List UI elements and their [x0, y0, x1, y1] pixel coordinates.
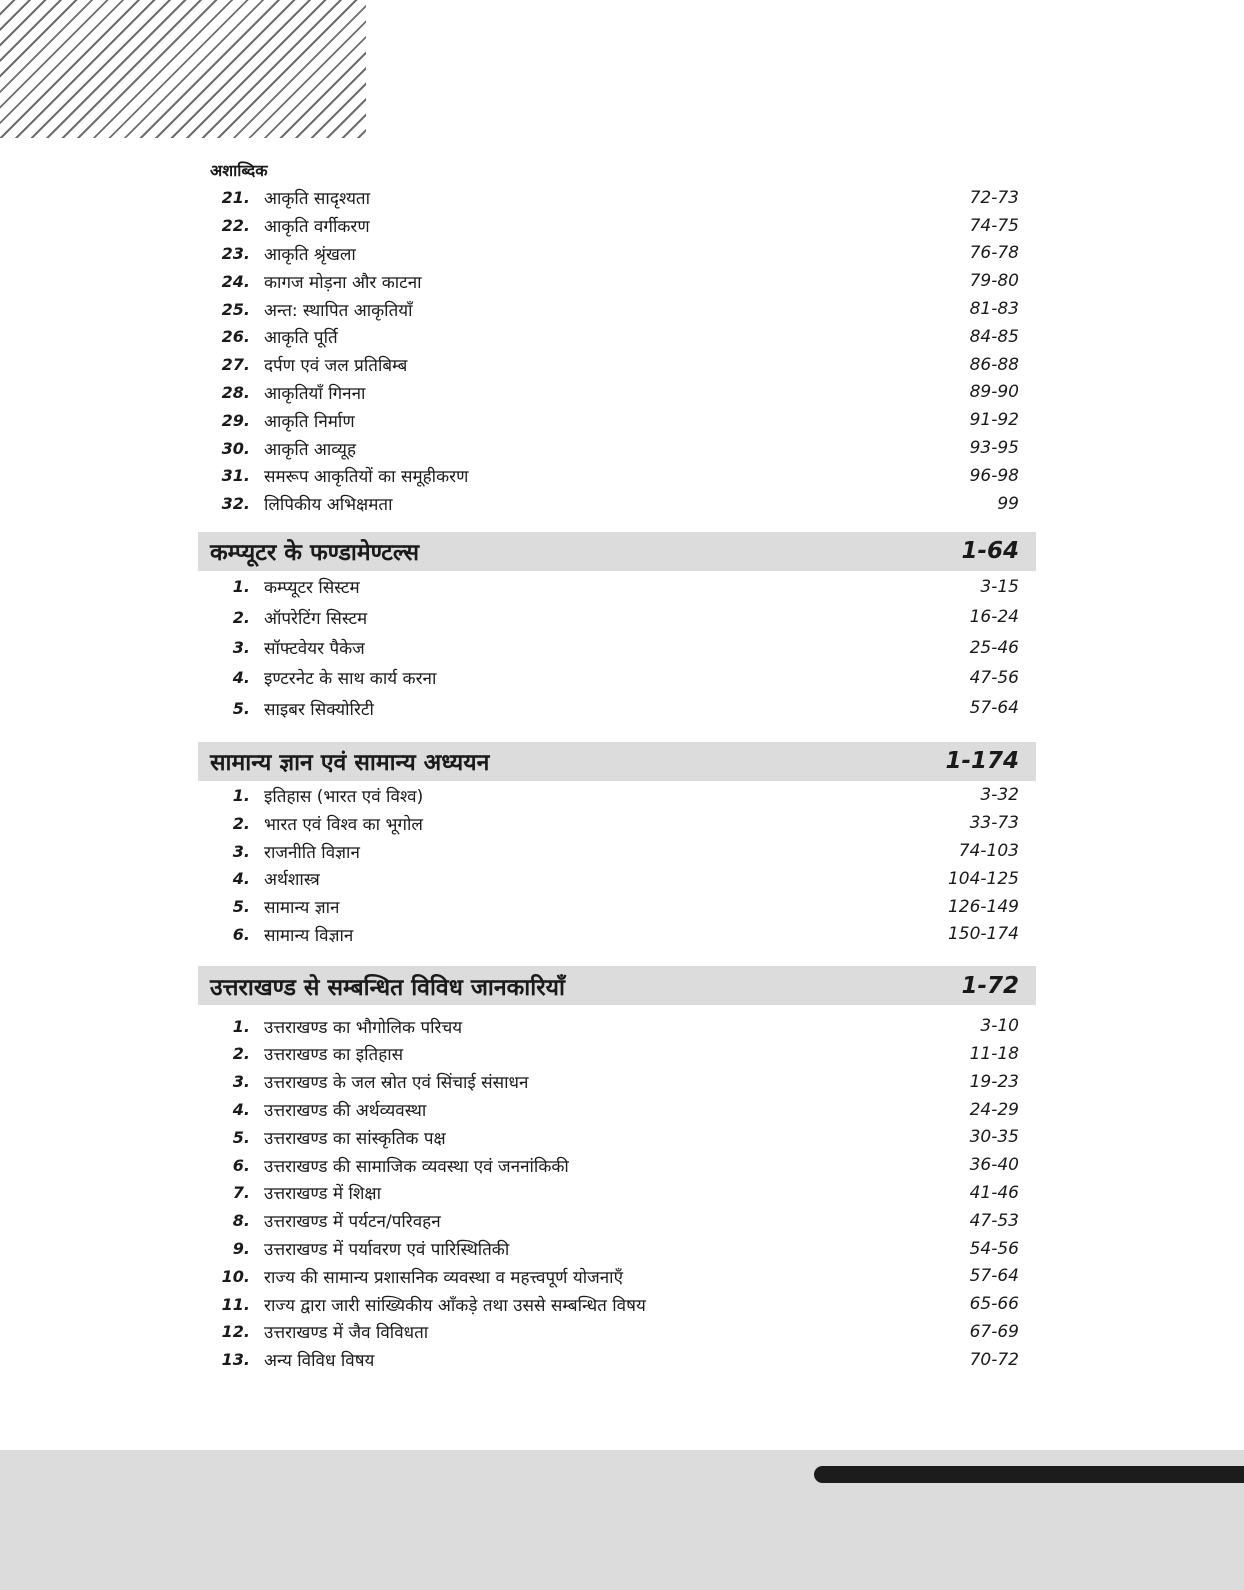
entry-number: 1.: [232, 1016, 250, 1036]
entry-pages: 84-85: [969, 326, 1019, 347]
entry-title: उत्तराखण्ड में शिक्षा: [264, 1184, 382, 1205]
toc-entry: [198, 837, 1036, 865]
toc-entry: [198, 693, 1036, 723]
entry-number: 6.: [232, 924, 250, 944]
toc-list-nonverbal: [198, 184, 1036, 518]
toc-entry: [198, 809, 1036, 837]
entry-number: 4.: [232, 1100, 250, 1120]
entry-number: 1.: [232, 577, 250, 597]
entry-pages: 47-56: [969, 667, 1019, 688]
entry-title: आकृति आव्यूह: [264, 439, 357, 460]
entry-title: उत्तराखण्ड का भौगोलिक परिचय: [264, 1017, 463, 1038]
section-title: कम्प्यूटर के फण्डामेण्टल्स: [210, 540, 420, 567]
entry-number: 29.: [221, 410, 250, 430]
entry-pages: 81-83: [969, 299, 1019, 320]
entry-title: आकृतियाँ गिनना: [264, 383, 366, 404]
entry-pages: 104-125: [947, 868, 1019, 889]
entry-pages: 79-80: [969, 271, 1019, 292]
entry-title: आकृति पूर्ति: [264, 328, 338, 349]
toc-entry: [198, 240, 1036, 268]
entry-pages: 57-64: [969, 1266, 1019, 1287]
entry-pages: 16-24: [969, 607, 1019, 628]
toc-entry: [198, 1012, 1036, 1040]
toc-entry: [198, 212, 1036, 240]
entry-title: ऑपरेटिंग सिस्टम: [264, 608, 368, 629]
entry-number: 7.: [232, 1183, 250, 1203]
entry-number: 5.: [232, 698, 250, 718]
toc-entry: [198, 1235, 1036, 1263]
entry-pages: 96-98: [969, 465, 1019, 486]
toc-entry: [198, 663, 1036, 693]
toc-entry: [198, 782, 1036, 810]
entry-number: 11.: [221, 1294, 250, 1314]
entry-pages: 72-73: [969, 187, 1019, 208]
entry-number: 21.: [221, 188, 250, 208]
entry-pages: 65-66: [969, 1294, 1019, 1315]
toc-entry: [198, 1290, 1036, 1318]
entry-title: समरूप आकृतियों का समूहीकरण: [264, 467, 469, 488]
entry-number: 6.: [232, 1155, 250, 1175]
entry-pages: 36-40: [969, 1155, 1019, 1176]
toc-entry: [198, 351, 1036, 379]
section-subheading: अशाब्दिक: [210, 161, 268, 180]
toc-entry: [198, 379, 1036, 407]
section-title: सामान्य ज्ञान एवं सामान्य अध्ययन: [210, 750, 490, 777]
entry-pages: 54-56: [969, 1238, 1019, 1259]
entry-title: राजनीति विज्ञान: [264, 842, 360, 863]
section-pages: 1-72: [961, 972, 1019, 999]
entry-number: 23.: [221, 243, 250, 263]
toc-entry: [198, 865, 1036, 893]
entry-pages: 25-46: [969, 637, 1019, 658]
entry-pages: 74-103: [958, 841, 1019, 861]
toc-entry: [198, 295, 1036, 323]
entry-number: 1.: [232, 785, 250, 805]
entry-title: भारत एवं विश्व का भूगोल: [264, 814, 423, 835]
entry-title: सामान्य ज्ञान: [264, 898, 340, 919]
entry-number: 3.: [232, 638, 250, 658]
entry-number: 31.: [221, 466, 250, 486]
entry-title: उत्तराखण्ड का इतिहास: [264, 1045, 404, 1066]
toc-entry: [198, 1123, 1036, 1151]
section-header-general-knowledge: [198, 742, 1036, 781]
entry-number: 28.: [221, 382, 250, 402]
entry-number: 12.: [221, 1322, 250, 1342]
entry-number: 32.: [221, 494, 250, 514]
entry-pages: 41-46: [969, 1182, 1019, 1203]
entry-number: 10.: [221, 1266, 250, 1286]
corner-hatch-decoration: [0, 0, 366, 138]
toc-entry: [198, 434, 1036, 462]
toc-list-uttarakhand: [198, 1012, 1036, 1373]
toc-list-computer: [198, 572, 1036, 724]
entry-title: दर्पण एवं जल प्रतिबिम्ब: [264, 356, 408, 377]
toc-entry: [198, 1346, 1036, 1374]
entry-title: उत्तराखण्ड की अर्थव्यवस्था: [264, 1101, 427, 1122]
entry-pages: 3-10: [980, 1016, 1019, 1037]
entry-number: 30.: [221, 438, 250, 458]
entry-number: 24.: [221, 271, 250, 291]
entry-pages: 11-18: [969, 1043, 1019, 1064]
entry-pages: 30-35: [969, 1127, 1019, 1148]
toc-entry: [198, 406, 1036, 434]
section-header-computer: [198, 532, 1036, 571]
toc-entry: [198, 184, 1036, 212]
toc-entry: [198, 572, 1036, 602]
entry-pages: 57-64: [969, 698, 1019, 719]
entry-title: उत्तराखण्ड में पर्यावरण एवं पारिस्थितिकी: [264, 1240, 510, 1261]
toc-entry: [198, 893, 1036, 921]
section-pages: 1-174: [945, 748, 1019, 775]
entry-number: 5.: [232, 1127, 250, 1147]
entry-title: लिपिकीय अभिक्षमता: [264, 495, 393, 516]
entry-pages: 126-149: [947, 896, 1019, 917]
section-title: उत्तराखण्ड से सम्बन्धित विविध जानकारियाँ: [210, 974, 565, 1001]
entry-title: आकृति सादृश्यता: [264, 189, 371, 210]
toc-entry: [198, 921, 1036, 949]
entry-title: अर्थशास्त्र: [264, 870, 320, 891]
entry-title: सामान्य विज्ञान: [264, 925, 354, 946]
entry-title: उत्तराखण्ड में पर्यटन/परिवहन: [264, 1212, 441, 1233]
entry-pages: 76-78: [969, 243, 1019, 264]
entry-title: कागज मोड़ना और काटना: [264, 272, 422, 293]
entry-title: राज्य की सामान्य प्रशासनिक व्यवस्था व महत्त्वपूर्ण योजनाएँ: [264, 1267, 623, 1288]
entry-number: 5.: [232, 897, 250, 917]
entry-title: इण्टरनेट के साथ कार्य करना: [264, 669, 437, 690]
entry-title: आकृति निर्माण: [264, 411, 355, 432]
entry-pages: 33-73: [969, 813, 1019, 834]
toc-entry: [198, 602, 1036, 632]
section-header-uttarakhand: [198, 966, 1036, 1005]
toc-entry: [198, 1040, 1036, 1068]
toc-entry: [198, 323, 1036, 351]
toc-entry: [198, 632, 1036, 662]
entry-number: 9.: [232, 1239, 250, 1259]
entry-title: आकृति वर्गीकरण: [264, 217, 370, 238]
entry-pages: 150-174: [947, 924, 1019, 945]
toc-entry: [198, 1318, 1036, 1346]
toc-entry: [198, 1068, 1036, 1096]
entry-pages: 3-15: [980, 576, 1019, 597]
entry-title: साइबर सिक्योरिटी: [264, 699, 374, 720]
entry-number: 8.: [232, 1211, 250, 1231]
entry-pages: 24-29: [969, 1099, 1019, 1120]
entry-pages: 99: [997, 493, 1019, 514]
entry-title: कम्प्यूटर सिस्टम: [264, 578, 360, 599]
toc-entry: [198, 462, 1036, 490]
entry-title: उत्तराखण्ड का सांस्कृतिक पक्ष: [264, 1128, 446, 1149]
entry-pages: 3-32: [980, 785, 1019, 806]
toc-entry: [198, 1096, 1036, 1124]
entry-title: उत्तराखण्ड में जैव विविधता: [264, 1323, 429, 1344]
toc-entry: [198, 1151, 1036, 1179]
entry-title: अन्त: स्थापित आकृतियाँ: [264, 300, 413, 321]
toc-entry: [198, 1262, 1036, 1290]
toc-entry: [198, 490, 1036, 518]
entry-title: उत्तराखण्ड की सामाजिक व्यवस्था एवं जननांकिकी: [264, 1156, 569, 1177]
entry-pages: 74-75: [969, 215, 1019, 236]
toc-entry: [198, 1207, 1036, 1235]
entry-pages: 89-90: [969, 382, 1019, 403]
entry-title: इतिहास (भारत एवं विश्व): [264, 786, 424, 807]
entry-number: 4.: [232, 668, 250, 688]
entry-pages: 19-23: [969, 1071, 1019, 1092]
footer-accent-bar: [814, 1466, 1244, 1483]
entry-title: अन्य विविध विषय: [264, 1351, 375, 1372]
entry-number: 13.: [221, 1350, 250, 1370]
toc-list-general-knowledge: [198, 782, 1036, 949]
entry-number: 26.: [221, 327, 250, 347]
entry-pages: 86-88: [969, 354, 1019, 375]
table-of-contents: [198, 158, 1036, 1374]
entry-pages: 47-53: [969, 1210, 1019, 1231]
entry-number: 2.: [232, 607, 250, 627]
entry-title: उत्तराखण्ड के जल स्रोत एवं सिंचाई संसाधन: [264, 1073, 529, 1094]
entry-number: 2.: [232, 1044, 250, 1064]
entry-number: 27.: [221, 355, 250, 375]
entry-number: 2.: [232, 813, 250, 833]
entry-title: सॉफ्टवेयर पैकेज: [264, 639, 365, 660]
entry-number: 3.: [232, 1072, 250, 1092]
toc-entry: [198, 267, 1036, 295]
entry-number: 22.: [221, 216, 250, 236]
entry-pages: 93-95: [969, 438, 1019, 459]
entry-pages: 91-92: [969, 410, 1019, 431]
entry-number: 3.: [232, 841, 250, 861]
entry-title: आकृति श्रृंखला: [264, 244, 356, 265]
entry-number: 25.: [221, 299, 250, 319]
section-pages: 1-64: [961, 538, 1019, 565]
entry-pages: 67-69: [969, 1321, 1019, 1342]
entry-title: राज्य द्वारा जारी सांख्यिकीय आँकड़े तथा उससे सम्बन्धित विषय: [264, 1295, 646, 1316]
toc-entry: [198, 1179, 1036, 1207]
entry-number: 4.: [232, 869, 250, 889]
entry-pages: 70-72: [969, 1349, 1019, 1370]
